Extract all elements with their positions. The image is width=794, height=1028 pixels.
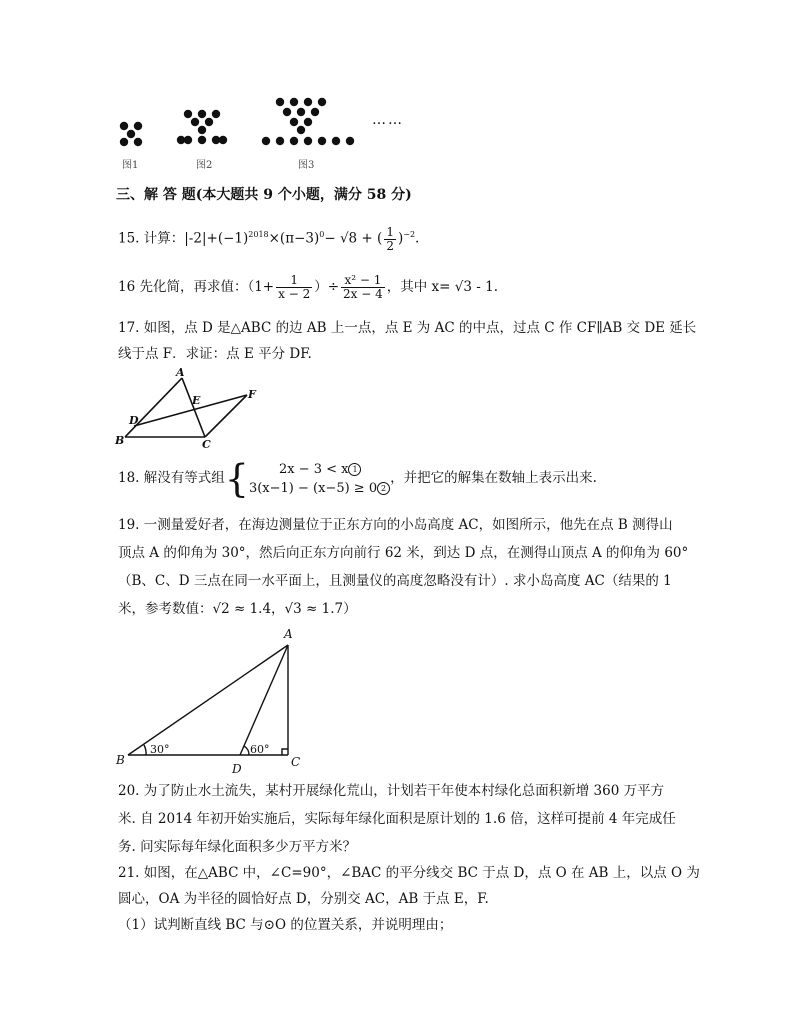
q16-f1-num: 1 xyxy=(276,274,312,288)
fig19-angle-b: 30° xyxy=(150,743,170,756)
q16-mid: ）÷ xyxy=(314,279,340,295)
q16-suffix: ，其中 x= √3 - 1. xyxy=(386,279,498,295)
q18-inequality-2: 3(x−1) − (x−5) ≥ 0 xyxy=(248,480,378,496)
question-16 xyxy=(118,274,498,301)
q21-line-2: 圆心，OA 为半径的圆恰好点 D，分别交 AC，AB 于点 E，F. xyxy=(118,891,489,907)
q17-line-2: 线于点 F．求证：点 E 平分 DF. xyxy=(118,346,312,362)
q15-part3: − √8 + ( xyxy=(324,230,383,247)
pattern-figure-2 xyxy=(177,110,227,144)
q15-exp1: 2018 xyxy=(248,230,269,239)
q20-line-2: 米. 自 2014 年初开始实施后，实际每年绿化面积是原计划的 1.6 倍，这样可提前 4 年完成任 xyxy=(118,811,676,827)
q15-exp4: −2 xyxy=(403,230,416,239)
q15-frac-den: 2 xyxy=(386,238,394,253)
q18-mark-2: 2 xyxy=(377,482,390,495)
q18-inequality-1: 2x − 3 < x xyxy=(278,461,349,477)
pattern-figure-1 xyxy=(120,122,142,146)
figure-19-diagram xyxy=(112,625,312,775)
q15-frac-num: 1 xyxy=(386,224,394,239)
q16-f2-num: x² − 1 xyxy=(341,274,385,288)
fig17-label-e: E xyxy=(192,394,201,407)
fig19-angle-d: 60° xyxy=(250,743,270,756)
q18-brace: { xyxy=(224,456,249,501)
q15-suffix: . xyxy=(415,230,420,247)
q15-part4: ) xyxy=(397,230,404,247)
fig19-label-c: C xyxy=(291,755,301,769)
question-15 xyxy=(118,222,419,253)
q18-prefix: 18. 解没有等式组 xyxy=(118,470,225,486)
fig17-label-d: D xyxy=(129,414,139,427)
q21-line-1: 21. 如图，在△ABC 中，∠C=90°，∠BAC 的平分线交 BC 于点 D，点 O 在 AB 上，以点 O 为 xyxy=(118,865,700,881)
figure-17-diagram xyxy=(112,368,262,448)
q15-part2: ×(π−3) xyxy=(268,230,320,247)
q15-prefix: 15. 计算：|-2|+ xyxy=(118,230,218,247)
fig19-label-d: D xyxy=(232,762,242,775)
fig19-label-a: A xyxy=(284,627,293,641)
question-18 xyxy=(118,456,597,501)
q16-f1-den: x − 2 xyxy=(278,287,311,301)
q19-line-4: 米，参考数值：√2 ≈ 1.4，√3 ≈ 1.7） xyxy=(118,601,357,617)
q18-mark-1: 1 xyxy=(348,463,361,476)
dot-pattern-figures xyxy=(110,92,370,152)
q17-line-1: 17. 如图，点 D 是△ABC 的边 AB 上一点，点 E 为 AC 的中点，过点 C 作 CF∥AB 交 DE 延长 xyxy=(118,320,697,336)
q16-prefix: 16 先化简，再求值：（1+ xyxy=(118,279,275,295)
fig19-label-b: B xyxy=(116,753,125,767)
fig17-label-c: C xyxy=(202,438,211,448)
q18-suffix: ，并把它的解集在数轴上表示出来. xyxy=(390,470,597,486)
figure-1-label: 图1 xyxy=(122,160,139,171)
q16-fraction-2 xyxy=(341,274,385,301)
pattern-figure-3 xyxy=(262,98,354,145)
q15-exp2: 0 xyxy=(319,230,325,239)
section-title: 三、解 答 题(本大题共 9 个小题，满分 58 分) xyxy=(116,187,412,203)
q19-line-3: （B、C、D 三点在同一水平面上，且测量仪的高度忽略没有计）. 求小岛高度 AC（结果的 1 xyxy=(118,573,672,589)
q15-fraction xyxy=(384,226,396,253)
q15-part1: (−1) xyxy=(217,230,249,247)
q16-f2-den: 2x − 4 xyxy=(343,287,383,301)
q19-line-1: 19. 一测量爱好者，在海边测量位于正东方向的小岛高度 AC，如图所示，他先在点 B 测得山 xyxy=(118,517,673,533)
q19-line-2: 顶点 A 的仰角为 30°，然后向正东方向前行 62 米，到达 D 点，在测得山顶点 A 的仰角为 60° xyxy=(118,545,689,561)
fig17-label-b: B xyxy=(115,434,125,447)
q21-line-3: （1）试判断直线 BC 与⊙O 的位置关系，并说明理由； xyxy=(118,917,453,933)
figure-2-label: 图2 xyxy=(196,160,213,171)
q20-line-3: 务. 问实际每年绿化面积多少万平方米？ xyxy=(118,839,357,855)
q16-fraction-1 xyxy=(276,274,312,301)
fig17-label-a: A xyxy=(176,368,185,379)
q20-line-1: 20. 为了防止水土流失，某村开展绿化荒山，计划若干年使本村绿化总面积新增 360 万平方 xyxy=(118,783,665,799)
q18-system xyxy=(249,460,390,498)
fig17-label-f: F xyxy=(248,388,256,401)
figure-3-label: 图3 xyxy=(298,160,315,171)
pattern-ellipsis: …… xyxy=(372,112,404,128)
